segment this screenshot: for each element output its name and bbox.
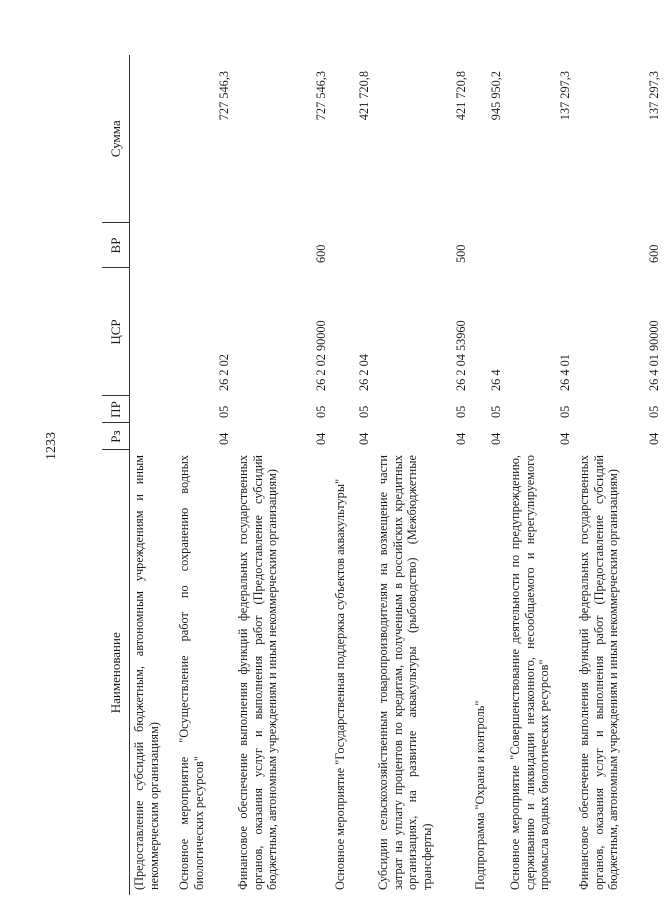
header-rz: Рз (102, 423, 130, 450)
cell-rz: 04 (646, 432, 661, 445)
cell-vr (175, 223, 234, 268)
cell-csr: 26 2 02 (216, 354, 231, 391)
cell-rz: 04 (356, 432, 371, 445)
header-csr: ЦСР (102, 268, 130, 396)
cell-rz (130, 423, 176, 450)
page-number: 1233 (44, 432, 59, 460)
cell-vr (130, 223, 176, 268)
cell-rz: 04 (453, 432, 468, 445)
cell-name: Субсидии сельскохозяйственным товаропроизводителям на возмещение части затрат на уплату процентов по кредитам, полученным в российских кредитных организациях, на развитие аквакультуры (рыбоводство) (Межбюджетные трансферты) (376, 455, 434, 890)
table-row (506, 55, 575, 895)
cell-vr: 600 (313, 244, 328, 263)
table-row (234, 55, 331, 895)
cell-sum: 421 720,8 (356, 71, 371, 121)
cell-csr (130, 268, 176, 396)
cell-csr: 26 4 01 90000 (646, 320, 661, 391)
table-row (175, 55, 234, 895)
cell-pr: 05 (453, 405, 468, 418)
table-row (471, 55, 506, 895)
cell-vr (331, 223, 374, 268)
header-sum: Сумма (102, 55, 130, 223)
cell-sum: 421 720,8 (453, 71, 468, 121)
cell-pr: 05 (557, 405, 572, 418)
cell-sum (130, 55, 176, 223)
cell-pr: 05 (356, 405, 371, 418)
cell-name: Основное мероприятие "Совершенствование деятельности по предупреждению, сдерживанию и ликвидации незаконного, несообщаемого и нерегулируемого промысла водных биологических ресурсов" (508, 455, 551, 890)
cell-pr: 05 (216, 405, 231, 418)
budget-table (102, 55, 664, 895)
table-row (331, 55, 374, 895)
cell-sum: 137 297,3 (646, 71, 661, 121)
cell-rz: 04 (313, 432, 328, 445)
table-row (575, 55, 664, 895)
cell-vr (471, 223, 506, 268)
cell-csr: 26 4 01 (557, 354, 572, 391)
cell-name: Финансовое обеспечение выполнения функций федеральных государственных органов, оказания услуг и выполнения работ (Предоставление субсидий бюджетным, автономным учреждениям и иным некоммерческим организациям) (577, 455, 620, 890)
cell-csr: 26 2 04 53960 (453, 320, 468, 391)
cell-csr: 26 2 04 (356, 354, 371, 391)
cell-rz: 04 (488, 432, 503, 445)
cell-name: Основное мероприятие "Государственная поддержка субъектов аквакультуры" (333, 478, 347, 890)
cell-csr: 26 2 02 90000 (313, 320, 328, 391)
table-row (374, 55, 471, 895)
cell-pr (130, 396, 176, 423)
cell-name: (Предоставление субсидий бюджетным, автономным учреждениям и иным некоммерческим организациям) (132, 455, 161, 890)
cell-sum: 727 546,3 (313, 71, 328, 121)
header-name: Наименование (102, 450, 130, 895)
header-vr: ВР (102, 223, 130, 268)
cell-name: Финансовое обеспечение выполнения функций федеральных государственных органов, оказания услуг и выполнения работ (Предоставление субсидий бюджетным, автономным учреждениям и иным некоммерческим организациям) (236, 455, 279, 890)
cell-name: Основное мероприятие "Осуществление работ по сохранению водных биологических ресурсов" (177, 455, 206, 890)
table-body (130, 55, 664, 895)
cell-sum: 727 546,3 (216, 71, 231, 121)
header-row (102, 55, 130, 895)
cell-name: Подпрограмма "Охрана и контроль" (473, 700, 487, 890)
cell-rz: 04 (216, 432, 231, 445)
header-pr: ПР (102, 396, 130, 423)
cell-vr (506, 223, 575, 268)
cell-pr: 05 (488, 405, 503, 418)
cell-pr: 05 (313, 405, 328, 418)
budget-table-sheet (102, 55, 661, 895)
cell-pr: 05 (646, 405, 661, 418)
table-header (102, 55, 130, 895)
cell-sum: 945 950,2 (488, 71, 503, 121)
cell-sum: 137 297,3 (557, 71, 572, 121)
cell-rz: 04 (557, 432, 572, 445)
cell-vr: 600 (646, 244, 661, 263)
cell-vr: 500 (453, 244, 468, 263)
table-row (130, 55, 176, 895)
cell-csr: 26 4 (488, 369, 503, 391)
